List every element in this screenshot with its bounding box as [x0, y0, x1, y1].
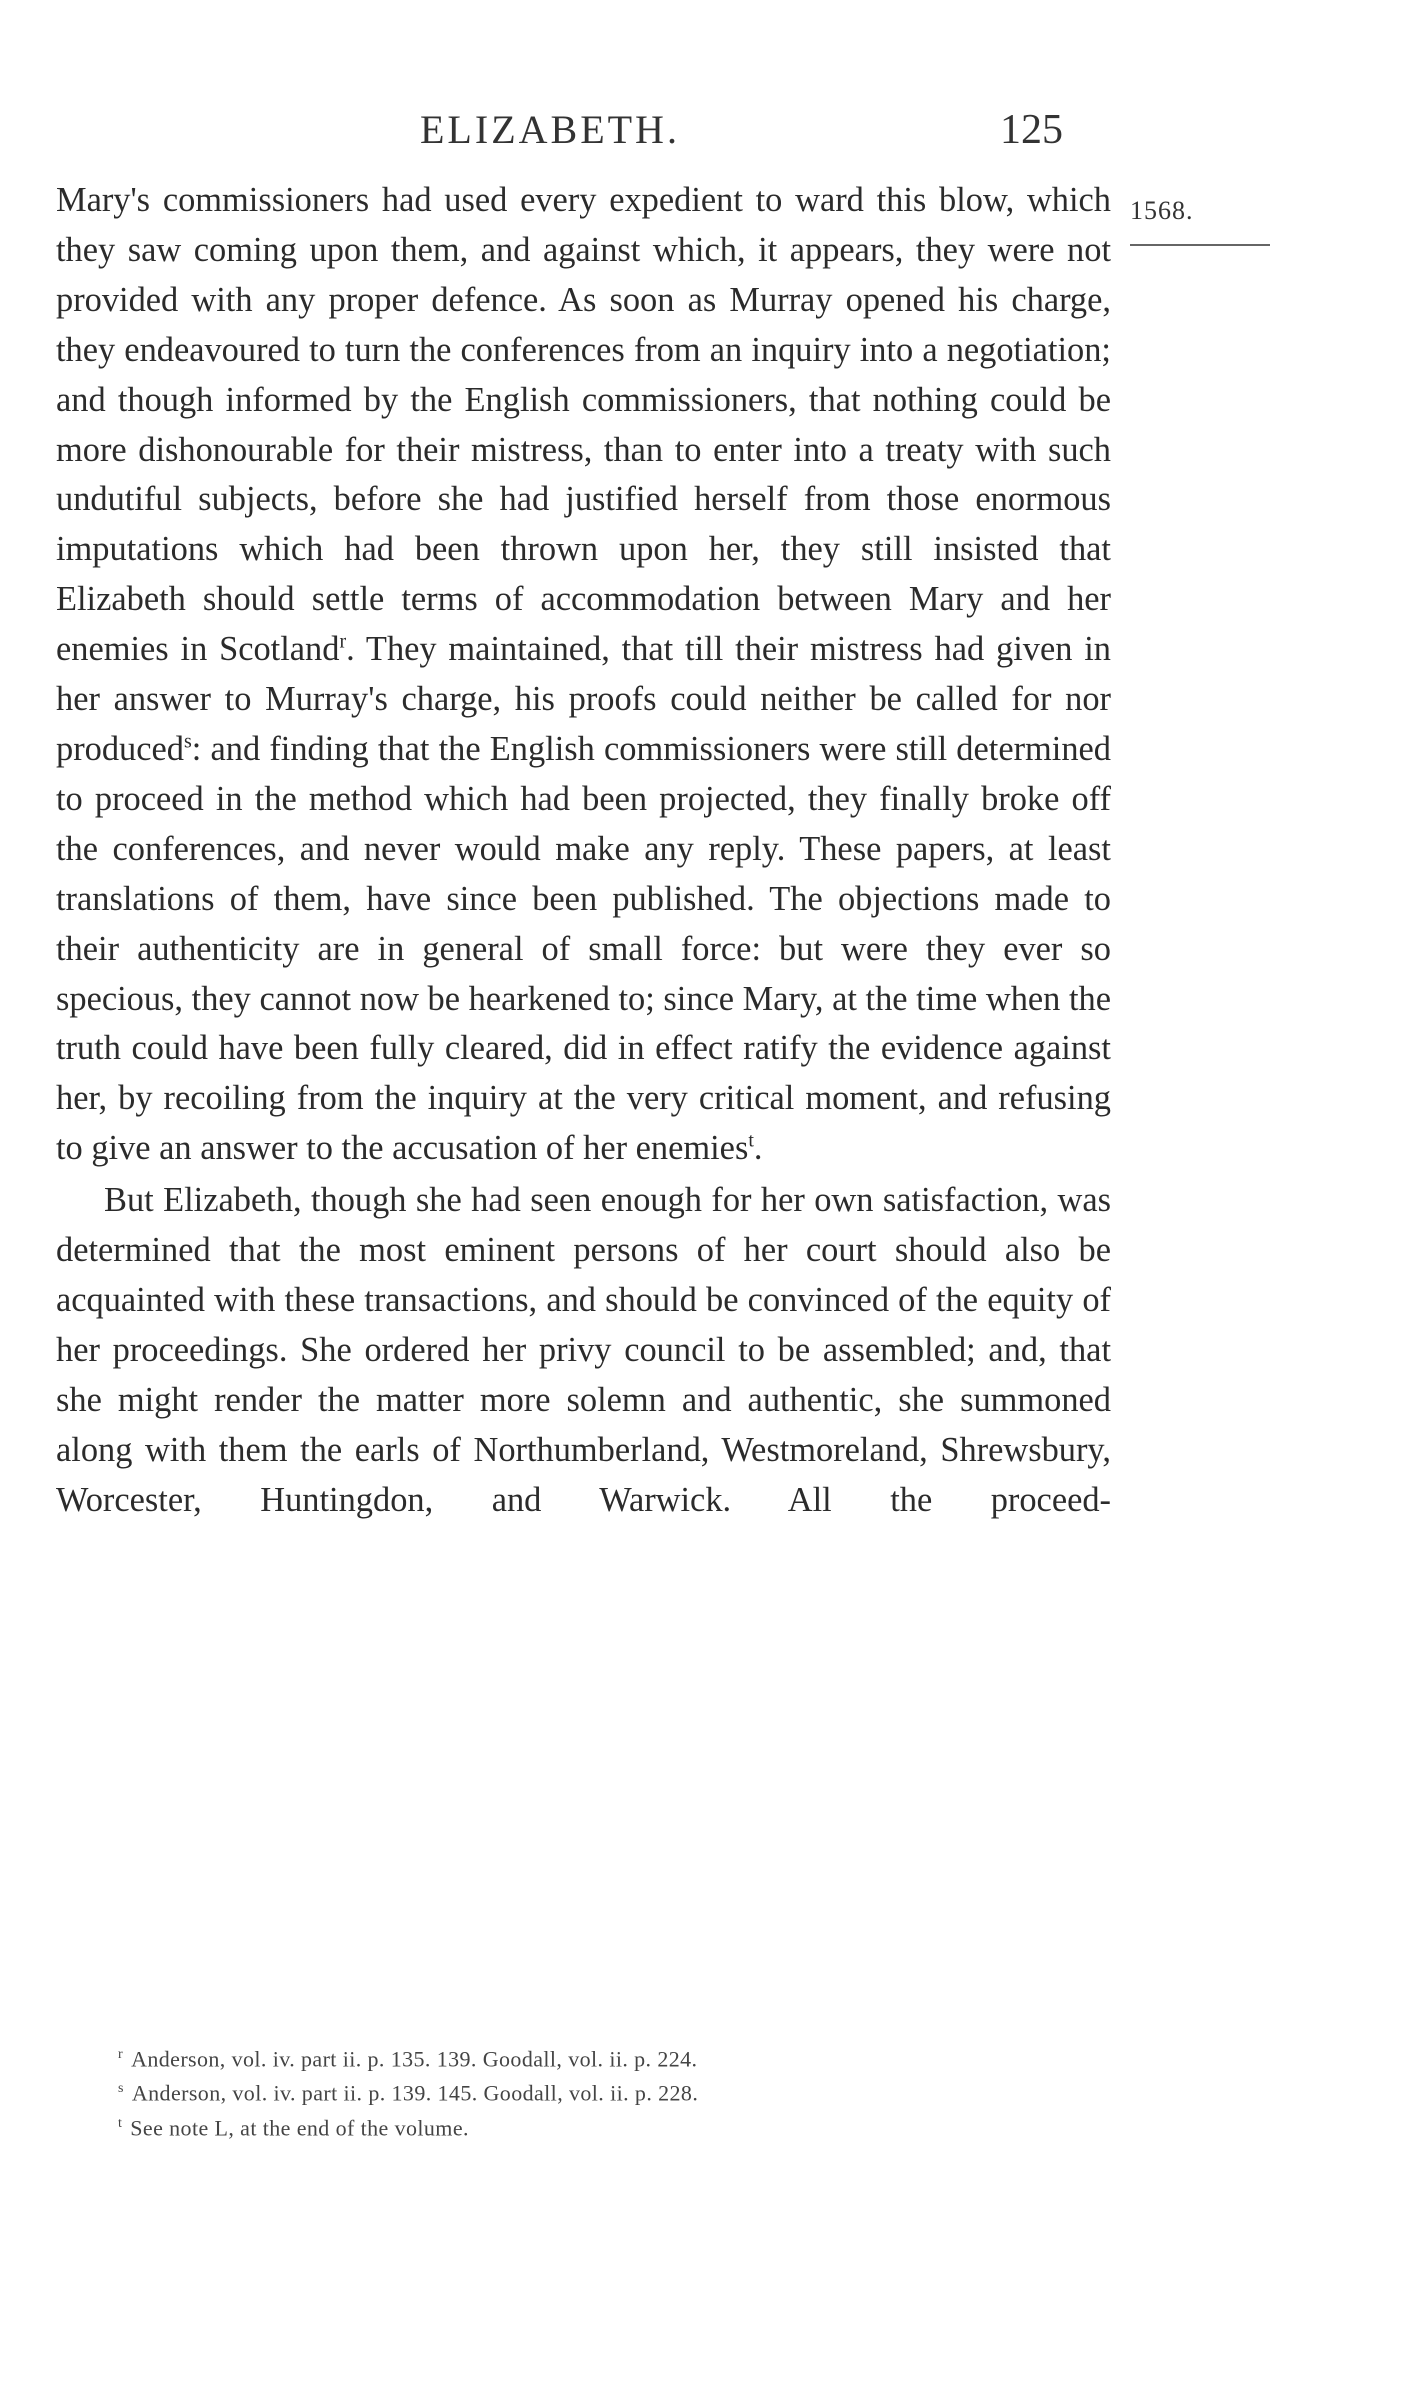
margin-year: 1568. [1130, 196, 1194, 225]
footnote-marker: t [118, 2115, 123, 2131]
page-number: 125 [1000, 107, 1063, 153]
running-head [0, 106, 1421, 166]
footnote-ref-t: t [748, 1129, 754, 1152]
paragraph-2: But Elizabeth, though she had seen enough for her own satisfaction, was determined that the most eminent persons of her court should also be acquainted with these transactions, and should be convinced of the equity of her proceedings. She ordered her privy council to be assembled; and, that she might render the matter more solemn and authentic, she summoned along with them the earls of Northumberland, Westmoreland, Shrewsbury, Worcester, Huntingdon, and Warwick. All the proceed- [56, 1181, 1111, 1519]
paragraph-1-segment: . [753, 1129, 763, 1168]
paragraph-1-segment: : and finding that the English commissioners were still determined to proceed in the method which had been projected, they finally broke off the conferences, and never would make any reply. These papers, at least translations of them, have since been published. The objections made to their authenticity are in general of small force: but were they ever so specious, they cannot now be hearkened to; since Mary, at the time when the truth could have been fully cleared, did in effect ratify the evidence against her, by recoiling from the inquiry at the very critical moment, and refusing to give an answer to the accusation of her enemies [56, 729, 1111, 1168]
paragraph-1-segment: . They maintained, that till their mistress had given in her answer to Murray's charge, his proofs could neither be called for nor produced [56, 630, 1111, 768]
footnote [118, 2040, 1018, 2074]
main-text [56, 176, 1111, 1525]
margin-date-note [1130, 196, 1270, 246]
footnote-ref-s: s [183, 730, 192, 753]
margin-rule [1130, 244, 1270, 246]
footnote-text: Anderson, vol. iv. part ii. p. 135. 139. Goodall, vol. ii. p. 224. [131, 2046, 698, 2072]
footnote-marker: s [118, 2081, 124, 2097]
footnote-ref-r: r [339, 630, 347, 653]
footnote [118, 2074, 1018, 2108]
paragraph-1 [56, 176, 1111, 1174]
footnote-text: See note L, at the end of the volume. [130, 2114, 469, 2140]
footnote-text: Anderson, vol. iv. part ii. p. 139. 145. Goodall, vol. ii. p. 228. [131, 2080, 699, 2106]
footnote [118, 2109, 1018, 2143]
paragraph-1-segment: Mary's commissioners had used every expedient to ward this blow, which they saw coming upon them, and against which, it appears, they were not provided with any proper defence. As soon as Murray opened his charge, they endeavoured to turn the conferences from an inquiry into a negotiation; and though informed by the English commissioners, that nothing could be more dishonourable for their mistress, than to enter into a treaty with such undutiful subjects, before she had justified herself from those enormous imputations which had been thrown upon her, they still insisted that Elizabeth should settle terms of accommodation between Mary and her enemies in Scotland [56, 181, 1111, 669]
page-title: ELIZABETH. [420, 107, 680, 152]
footnotes [118, 2040, 1018, 2143]
footnote-marker: r [118, 2047, 124, 2062]
